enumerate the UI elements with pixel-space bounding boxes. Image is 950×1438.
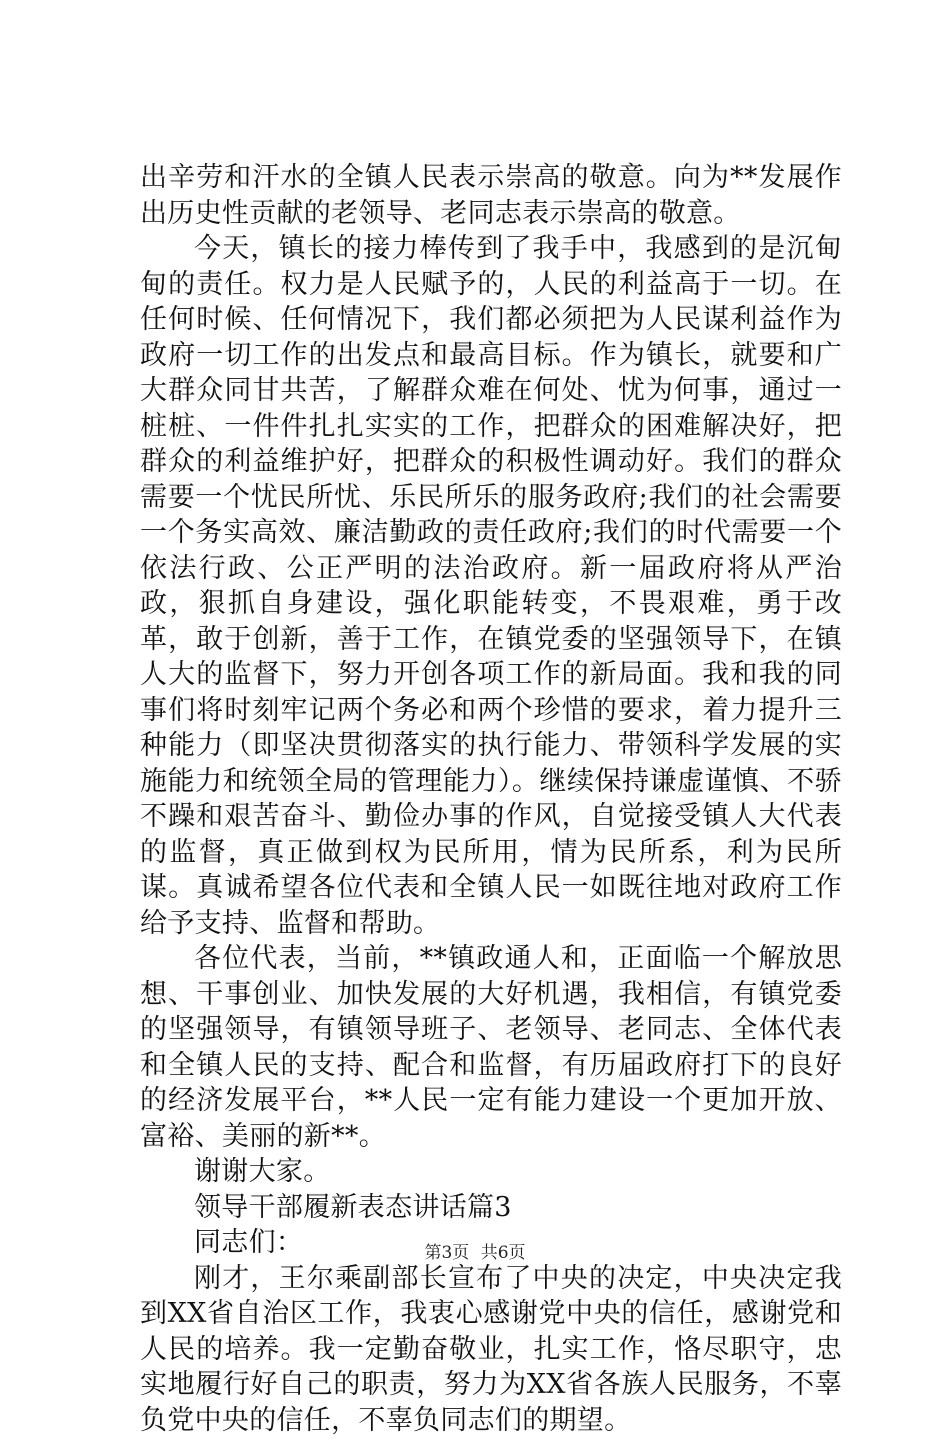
paragraph-5: 刚才，王尔乘副部长宣布了中央的决定，中央决定我到XX省自治区工作，我衷心感谢党中央的信任，感谢党和人民的培养。我一定勤奋敬业，扎实工作，恪尽职守，忠实地履行好自己的职责，努力为XX省各族人民服务，不辜负党中央的信任，不辜负同志们的期望。 (140, 1261, 842, 1438)
paragraph-4: 谢谢大家。 (140, 1154, 842, 1190)
section-heading: 领导干部履新表态讲话篇3 (140, 1190, 842, 1226)
paragraph-3: 各位代表，当前，**镇政通人和，正面临一个解放思想、干事创业、加快发展的大好机遇，我相信，有镇党委的坚强领导，有镇领导班子、老领导、老同志、全体代表和全镇人民的支持、配合和监督，有历届政府打下的良好的经济发展平台，**人民一定有能力建设一个更加开放、富裕、美丽的新**。 (140, 941, 842, 1154)
page-total: 共6页 (481, 1243, 526, 1263)
salutation: 同志们： (140, 1225, 842, 1261)
paragraph-2: 今天，镇长的接力棒传到了我手中，我感到的是沉甸甸的责任。权力是人民赋予的，人民的利益高于一切。在任何时候、任何情况下，我们都必须把为人民谋利益作为政府一切工作的出发点和最高目标。作为镇长，就要和广大群众同甘共苦，了解群众难在何处、忧为何事，通过一桩桩、一件件扎扎实实的工作，把群众的困难解决好，把群众的利益维护好，把群众的积极性调动好。我们的群众需要一个忧民所忧、乐民所乐的服务政府;我们的社会需要一个务实高效、廉洁勤政的责任政府;我们的时代需要一个依法行政、公正严明的法治政府。新一届政府将从严治政，狠抓自身建设，强化职能转变，不畏艰难，勇于改革，敢于创新，善于工作，在镇党委的坚强领导下，在镇人大的监督下，努力开创各项工作的新局面。我和我的同事们将时刻牢记两个务必和两个珍惜的要求，着力提升三种能力（即坚决贯彻落实的执行能力、带领科学发展的实施能力和统领全局的管理能力）。继续保持谦虚谨慎、不骄不躁和艰苦奋斗、勤俭办事的作风，自觉接受镇人大代表的监督，真正做到权为民所用，情为民所系，利为民所谋。真诚希望各位代表和全镇人民一如既往地对政府工作给予支持、监督和帮助。 (140, 231, 842, 941)
paragraph-1: 出辛劳和汗水的全镇人民表示崇高的敬意。向为**发展作出历史性贡献的老领导、老同志表示崇高的敬意。 (140, 160, 842, 231)
page-footer (0, 1242, 950, 1264)
page-number: 第3页 (424, 1243, 469, 1263)
